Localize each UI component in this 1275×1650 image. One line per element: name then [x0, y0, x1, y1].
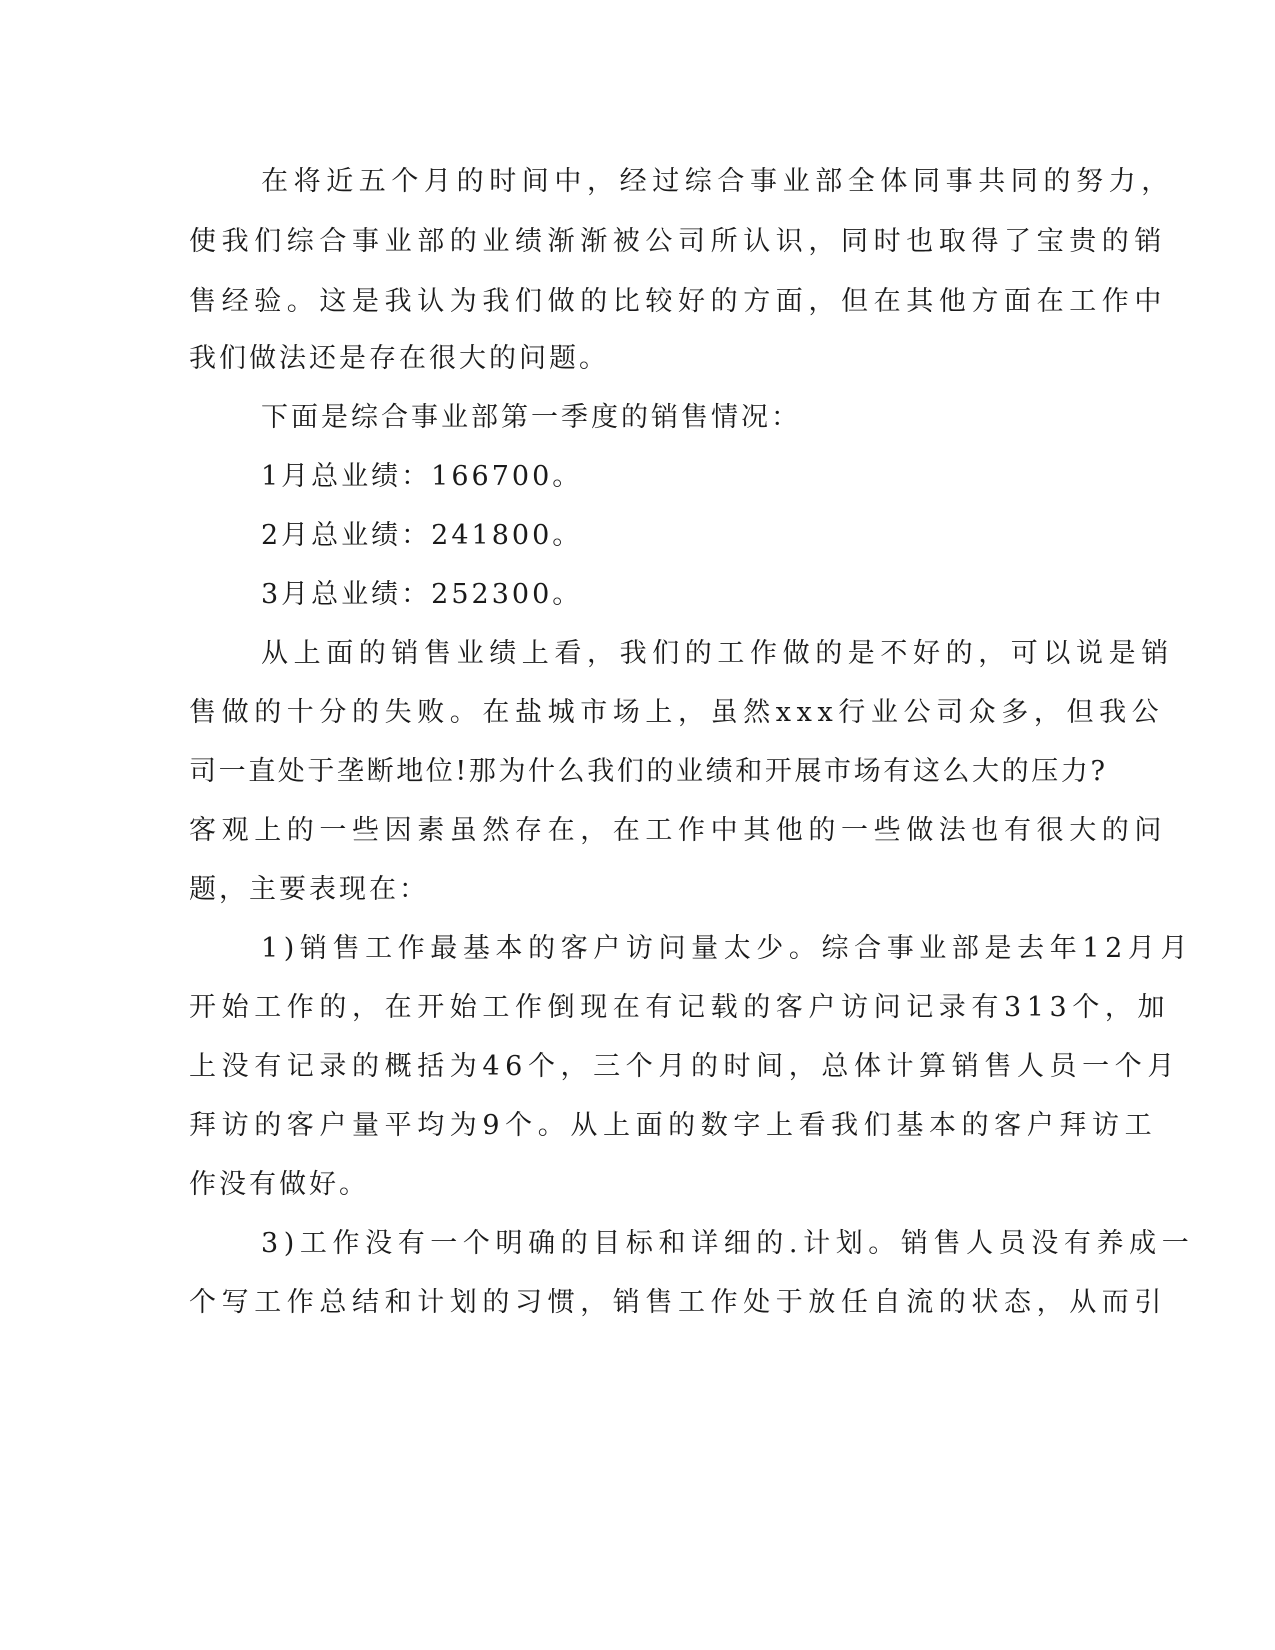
- text-line: 售做的十分的失败。在盐城市场上，虽然xxx行业公司众多，但我公: [189, 697, 1165, 728]
- text-line: 题，主要表现在：: [189, 874, 429, 905]
- text-line: 3)工作没有一个明确的目标和详细的.计划。销售人员没有养成一: [261, 1228, 1195, 1259]
- text-line: 1)销售工作最基本的客户访问量太少。综合事业部是去年12月月: [261, 933, 1194, 964]
- text-line: 3月总业绩：252300。: [261, 579, 583, 610]
- text-line: 在将近五个月的时间中，经过综合事业部全体同事共同的努力，: [261, 166, 1174, 197]
- text-line: 使我们综合事业部的业绩渐渐被公司所认识，同时也取得了宝贵的销: [189, 226, 1167, 257]
- text-line: 司一直处于垄断地位!那为什么我们的业绩和开展市场有这么大的压力?: [189, 756, 1108, 787]
- text-line: 上没有记录的概括为46个，三个月的时间，总体计算销售人员一个月: [189, 1051, 1180, 1082]
- text-line: 从上面的销售业绩上看，我们的工作做的是不好的，可以说是销: [261, 638, 1174, 669]
- text-line: 下面是综合事业部第一季度的销售情况：: [261, 402, 801, 433]
- text-line: 作没有做好。: [189, 1169, 369, 1200]
- text-line: 开始工作的，在开始工作倒现在有记载的客户访问记录有313个，加: [189, 992, 1171, 1023]
- text-line: 个写工作总结和计划的习惯，销售工作处于放任自流的状态，从而引: [189, 1287, 1167, 1318]
- text-line: 客观上的一些因素虽然存在，在工作中其他的一些做法也有很大的问: [189, 815, 1167, 846]
- text-line: 我们做法还是存在很大的问题。: [189, 343, 609, 374]
- text-line: 2月总业绩：241800。: [261, 520, 583, 551]
- text-line: 1月总业绩：166700。: [261, 461, 583, 492]
- text-line: 售经验。这是我认为我们做的比较好的方面，但在其他方面在工作中: [189, 286, 1167, 317]
- text-line: 拜访的客户量平均为9个。从上面的数字上看我们基本的客户拜访工: [189, 1110, 1158, 1141]
